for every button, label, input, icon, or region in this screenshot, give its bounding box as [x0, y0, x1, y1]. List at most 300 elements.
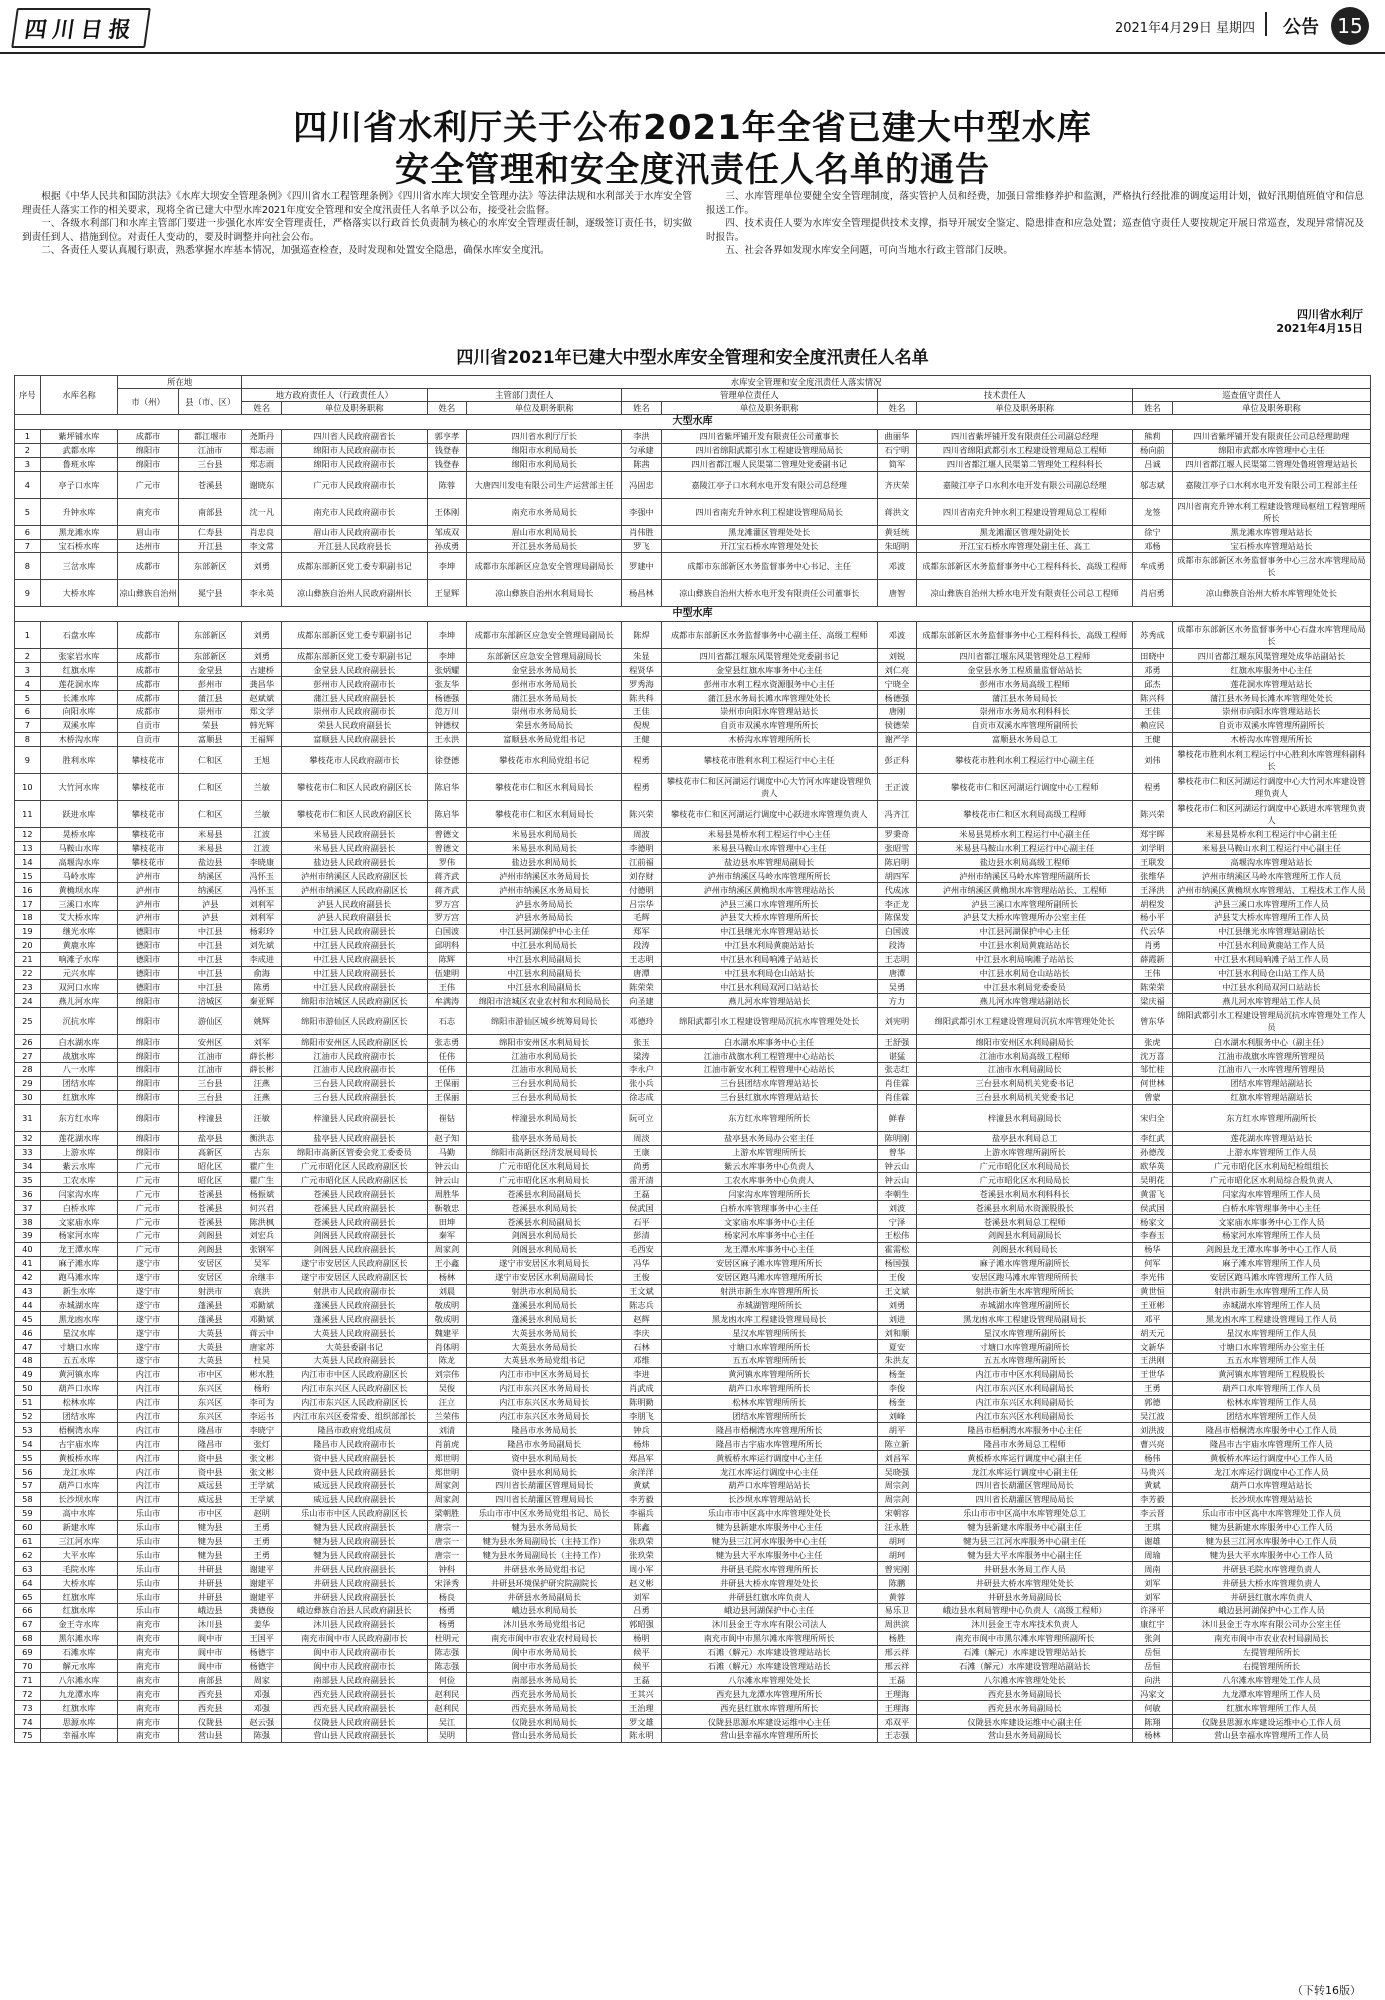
table-cell: 谢建平 — [242, 1576, 282, 1590]
table-cell: 江油市新安水利工程管理中心站站长 — [661, 1063, 877, 1077]
table-cell: 中江县水利局黄鹿站站长 — [917, 938, 1133, 952]
table-cell: 荣县人民政府副县长 — [282, 718, 427, 732]
table-row — [15, 1715, 1371, 1729]
table-row — [15, 1326, 1371, 1340]
table-cell: 广元市昭化区人民政府副区长 — [282, 1159, 427, 1173]
table-cell: 龙王潭水库 — [40, 1242, 117, 1256]
table-cell: 泸州市纳溪区马岭水库管理所所长 — [661, 869, 877, 883]
table-cell: 黄鹿水库 — [40, 938, 117, 952]
table-cell: 乐山市 — [118, 1562, 179, 1576]
table-cell: 绵阳市 — [118, 1131, 179, 1145]
table-cell: 赵利民 — [427, 1701, 467, 1715]
table-cell: 15 — [15, 869, 41, 883]
table-cell: 江油市水利局局长 — [467, 1049, 622, 1063]
table-cell: 郑志雨 — [242, 443, 282, 457]
table-cell: 陈明刚 — [877, 1131, 917, 1145]
table-cell: 纳溪区 — [179, 883, 242, 897]
table-cell: 23 — [15, 980, 41, 994]
table-cell: 蒲江县水务局长滩水库管理处处长 — [1172, 691, 1370, 705]
table-cell: 彭正科 — [877, 746, 917, 773]
table-cell: 犍为县人民政府副县长 — [282, 1548, 427, 1562]
table-cell: 郑宇晖 — [1133, 827, 1173, 841]
table-cell: 71 — [15, 1673, 41, 1687]
table-cell: 米易县人民政府副县长 — [282, 827, 427, 841]
table-cell: 乐山市 — [118, 1590, 179, 1604]
table-cell: 杨家文 — [1133, 1215, 1173, 1229]
table-cell: 大英县 — [179, 1326, 242, 1340]
table-cell: 米易县晃桥水利工程运行中心副主任 — [1172, 827, 1370, 841]
table-row — [15, 994, 1371, 1008]
table-cell: 团结水库管理所所长 — [661, 1409, 877, 1423]
table-cell: 广元市 — [118, 471, 179, 498]
table-cell: 方力 — [877, 994, 917, 1008]
table-cell: 郑文学 — [242, 705, 282, 719]
table-cell: 成都市 — [118, 663, 179, 677]
table-cell: 韩光辉 — [242, 718, 282, 732]
table-cell: 陈志强 — [427, 1645, 467, 1659]
table-cell: 徐志成 — [622, 1090, 662, 1104]
table-cell: 眉山市 — [118, 525, 179, 539]
table-cell: 遂宁市 — [118, 1270, 179, 1284]
table-row — [15, 869, 1371, 883]
table-row — [15, 1008, 1371, 1035]
table-cell: 泸州市纳溪区水务局局长 — [467, 869, 622, 883]
table-cell: 崇州市 — [179, 705, 242, 719]
table-cell: 遂宁市 — [118, 1353, 179, 1367]
table-cell: 邓勇 — [1133, 663, 1173, 677]
table-row — [15, 443, 1371, 457]
table-cell: 杜昊 — [242, 1353, 282, 1367]
table-cell: 资中县水利局局长 — [467, 1451, 622, 1465]
table-cell: 犍为县大平水库服务中心主任 — [661, 1548, 877, 1562]
table-cell: 中江县水利局副局长 — [467, 980, 622, 994]
table-cell: 乐山市 — [118, 1506, 179, 1520]
table-cell: 麻子滩水库管理所副所长 — [917, 1256, 1133, 1270]
table-cell: 内江市 — [118, 1465, 179, 1479]
table-cell: 大桥水库 — [40, 580, 117, 607]
table-row — [15, 1451, 1371, 1465]
table-cell: 沈万喜 — [1133, 1049, 1173, 1063]
table-cell: 苍溪县人民政府副县长 — [282, 1187, 427, 1201]
table-cell: 东部新区 — [179, 553, 242, 580]
table-cell: 黄世恒 — [1133, 1284, 1173, 1298]
table-cell: 彭州市水务局高级工程师 — [917, 677, 1133, 691]
table-cell: 王松伟 — [877, 1228, 917, 1242]
table-cell: 大英县 — [179, 1353, 242, 1367]
table-cell: 何兴君 — [242, 1201, 282, 1215]
table-cell: 寸塘口水库管理所副所长 — [917, 1340, 1133, 1354]
table-cell: 五五水库管理所副所长 — [917, 1353, 1133, 1367]
table-cell: 大英县水务局局长 — [467, 1326, 622, 1340]
notice-paragraph: 根据《中华人民共和国防洪法》《水库大坝安全管理条例》《四川省水工程管理条例》《四川省水库大坝安全管理办法》等法律法规和水利部关于水库安全管理责任人落实工作的相关要求，现将全省已建大中型水库2021年度安全管理和安全度汛责任人名单予以公布，接受社会监督。 — [22, 191, 692, 216]
table-cell: 黄雷飞 — [1133, 1187, 1173, 1201]
table-cell: 隆昌市古宇庙水库管理所所长 — [661, 1437, 877, 1451]
table-cell: 中江县水利局响滩子站站长 — [917, 952, 1133, 966]
table-cell: 邓双平 — [877, 1715, 917, 1729]
table-cell: 邓波 — [877, 622, 917, 649]
table-row — [15, 1465, 1371, 1479]
table-row — [15, 1381, 1371, 1395]
table-cell: 广元市人民政府副市长 — [282, 471, 427, 498]
table-cell: 米易县马鞍山水利工程运行中心副主任 — [1172, 841, 1370, 855]
table-cell: 南充市水务局局长 — [467, 498, 622, 525]
table-cell: 五五水库管理所工作人员 — [1172, 1353, 1370, 1367]
table-cell: 钟兵 — [622, 1423, 662, 1437]
table-row — [15, 1270, 1371, 1284]
table-cell: 四川省紫坪铺开发有限责任公司总经理助理 — [1172, 430, 1370, 444]
table-cell: 秦军 — [427, 1228, 467, 1242]
table-cell: 75 — [15, 1729, 41, 1743]
table-cell: 齐庆荣 — [877, 471, 917, 498]
table-cell: 仪陇县 — [179, 1715, 242, 1729]
table-cell: 眉山市水利局局长 — [467, 525, 622, 539]
table-cell: 中江县 — [179, 924, 242, 938]
table-cell: 三台县 — [179, 457, 242, 471]
table-cell: 黄桷坝水库 — [40, 883, 117, 897]
table-cell: 57 — [15, 1478, 41, 1492]
table-cell: 井研县 — [179, 1576, 242, 1590]
table-cell: 陈共科 — [622, 691, 662, 705]
col-tech: 技术责任人 — [877, 389, 1132, 402]
table-cell: 文新华 — [1133, 1340, 1173, 1354]
table-cell: 内江市 — [118, 1437, 179, 1451]
table-cell: 泸县艾大桥水库管理所工作人员 — [1172, 911, 1370, 925]
table-cell: 跃进水库 — [40, 800, 117, 827]
table-cell: 江油市人民政府副市长 — [282, 1063, 427, 1077]
table-cell: 遂宁市安居区人民政府副区长 — [282, 1256, 427, 1270]
table-cell: 麻子滩水库 — [40, 1256, 117, 1270]
table-cell: 隆昌市 — [179, 1437, 242, 1451]
table-cell: 郑志雨 — [242, 457, 282, 471]
table-cell: 吕宗华 — [622, 897, 662, 911]
table-cell: 南充市 — [118, 1673, 179, 1687]
table-row — [15, 1228, 1371, 1242]
table-cell: 罗飞 — [622, 539, 662, 553]
table-cell: 乐山市市中区高中水库管理处总工 — [917, 1506, 1133, 1520]
table-cell: 彭州市 — [179, 677, 242, 691]
table-cell: 攀枝花市仁和区河湖运行调度中心跃进水库管理负责人 — [661, 800, 877, 827]
table-cell: 眉山市人民政府副市长 — [282, 525, 427, 539]
table-cell: 幸福水库 — [40, 1729, 117, 1743]
table-cell: 王伟 — [427, 980, 467, 994]
table-cell: 东方红水库管理所副所长 — [1172, 1104, 1370, 1131]
table-cell: 麻子滩水库管理所工作人员 — [1172, 1256, 1370, 1270]
table-cell: 王康 — [622, 1145, 662, 1159]
table-cell: 井研县大桥水库管理负责人 — [1172, 1576, 1370, 1590]
table-cell: 右提管理所所长 — [1172, 1659, 1370, 1673]
col-person: 姓名 — [622, 402, 662, 415]
table-cell: 昭化区 — [179, 1173, 242, 1187]
table-cell: 尧斯丹 — [242, 430, 282, 444]
table-cell: 张维华 — [1133, 869, 1173, 883]
table-cell: 上游水库 — [40, 1145, 117, 1159]
table-cell: 王体刚 — [427, 498, 467, 525]
table-cell: 中江县人民政府副县长 — [282, 966, 427, 980]
table-cell: 蒋齐武 — [427, 869, 467, 883]
table-cell: 绵阳市 — [118, 1035, 179, 1049]
table-cell: 罗秀海 — [622, 677, 662, 691]
table-cell: 宝石桥水库管理站站长 — [1172, 539, 1370, 553]
table-cell: 资中县 — [179, 1465, 242, 1479]
table-cell: 剑阁县水利局局长 — [917, 1242, 1133, 1256]
table-cell: 梧桐湾水库 — [40, 1423, 117, 1437]
table-cell: 徐宁 — [1133, 525, 1173, 539]
table-cell: 田坤 — [427, 1215, 467, 1229]
notice-paragraph: 二、各责任人要认真履行职责，熟悉掌握水库基本情况，加强巡查检查，及时发现和处置安全隐患，确保水库安全度汛。 — [41, 245, 550, 256]
table-cell: 绵阳市高新区管委会党工委委员 — [282, 1145, 427, 1159]
table-cell: 东方红水库管理所所长 — [661, 1104, 877, 1131]
table-cell: 杨华 — [1133, 1242, 1173, 1256]
table-section-band — [15, 415, 1371, 430]
table-cell: 上游水库管理所所长 — [661, 1145, 877, 1159]
table-cell: 木桥沟水库管理所所长 — [1172, 732, 1370, 746]
table-cell: 曾蒙 — [1133, 1090, 1173, 1104]
table-cell: 郭昭强 — [622, 1617, 662, 1631]
table-cell: 11 — [15, 800, 41, 827]
table-cell: 剑阁县水利局局长 — [467, 1228, 622, 1242]
table-cell: 西充县 — [179, 1701, 242, 1715]
table-cell: 葫芦口水库管理站站长 — [1172, 1478, 1370, 1492]
table-cell: 犍为县 — [179, 1548, 242, 1562]
table-cell: 犍为县三江河水库服务中心副主任 — [917, 1534, 1133, 1548]
table-cell: 姚辉 — [242, 1008, 282, 1035]
table-cell: 岳恒 — [1133, 1645, 1173, 1659]
table-cell: 南充市 — [118, 1617, 179, 1631]
table-cell: 营山县 — [179, 1729, 242, 1743]
table-cell: 梓潼县人民政府副县长 — [282, 1104, 427, 1131]
table-cell: 梁朝胜 — [427, 1506, 467, 1520]
table-row — [15, 539, 1371, 553]
table-cell: 邢云祥 — [877, 1659, 917, 1673]
table-cell: 白桥水库管理事务中心主任 — [1172, 1201, 1370, 1215]
table-row — [15, 1548, 1371, 1562]
table-cell: 肖伟胜 — [622, 525, 662, 539]
table-cell: 泸州市纳溪区马岭水库管理所副所长 — [917, 869, 1133, 883]
table-cell: 冯怀玉 — [242, 883, 282, 897]
col-unit: 单位及职务职称 — [917, 402, 1133, 415]
table-cell: 王亚彬 — [1133, 1298, 1173, 1312]
table-cell: 自贡市双溪水库管理所副所长 — [1172, 718, 1370, 732]
table-cell: 四川省都江堰东风渠管理处党委副书记 — [661, 649, 877, 663]
notice-body-left — [22, 190, 692, 258]
table-cell: 汪敏 — [242, 1104, 282, 1131]
table-cell: 赵子知 — [427, 1131, 467, 1145]
table-cell: 21 — [15, 952, 41, 966]
table-cell: 仪陇县人民政府副县长 — [282, 1715, 427, 1729]
table-cell: 程勇 — [622, 773, 662, 800]
table-row — [15, 966, 1371, 980]
table-cell: 黑龙凼水库工程建设管理局局长 — [661, 1312, 877, 1326]
table-cell: 赤城湖水库 — [40, 1298, 117, 1312]
table-cell: 中江县水利局党委委员 — [917, 980, 1133, 994]
table-cell: 江油市水利局局长 — [467, 1063, 622, 1077]
table-row — [15, 1187, 1371, 1201]
table-cell: 蒲江县水务局长滩水库管理处处长 — [661, 691, 877, 705]
table-cell: 邱杰 — [1133, 677, 1173, 691]
table-cell: 紫云水库事务中心负责人 — [661, 1159, 877, 1173]
table-cell: 安居区跑马滩水库管理所工作人员 — [1172, 1270, 1370, 1284]
table-cell: 孙德茂 — [1133, 1145, 1173, 1159]
table-cell: 射洪市水利局局长 — [467, 1284, 622, 1298]
table-cell: 白桥水库 — [40, 1201, 117, 1215]
table-row — [15, 773, 1371, 800]
table-cell: 陈志兵 — [622, 1298, 662, 1312]
table-cell: 米易县晃桥水利工程运行中心副主任 — [917, 827, 1133, 841]
table-cell: 杨明 — [622, 1631, 662, 1645]
col-unit: 单位及职务职称 — [1172, 402, 1370, 415]
table-cell: 中江县水利局副局长 — [467, 952, 622, 966]
signature: 四川省水利厅 — [1297, 308, 1363, 321]
table-cell: 隆昌市人民政府副市长 — [282, 1437, 427, 1451]
table-cell: 葫芦口水库 — [40, 1478, 117, 1492]
table-cell: 富顺县 — [179, 732, 242, 746]
table-cell: 泸州市纳溪区人民政府副区长 — [282, 883, 427, 897]
table-cell: 成都东部新区水务监督事务中心工程科科长、高级工程师 — [917, 622, 1133, 649]
table-cell: 刘宗伟 — [427, 1367, 467, 1381]
table-cell: 成都东部新区党工委专职副书记 — [282, 622, 427, 649]
table-cell: 剑阁县 — [179, 1242, 242, 1256]
table-cell: 杜明元 — [427, 1631, 467, 1645]
table-cell: 米易县 — [179, 827, 242, 841]
table-cell: 刘先斌 — [242, 938, 282, 952]
table-cell: 昭化区 — [179, 1159, 242, 1173]
table-cell: 井研县水务局工作人员 — [917, 1562, 1133, 1576]
table-cell: 达州市 — [118, 539, 179, 553]
table-cell: 钱登春 — [427, 457, 467, 471]
table-cell: 李芳毅 — [622, 1492, 662, 1506]
table-cell: 寸塘口水库 — [40, 1340, 117, 1354]
table-cell: 内江市 — [118, 1492, 179, 1506]
table-cell: 杨奎 — [877, 1367, 917, 1381]
table-cell: 阆中市人民政府副市长 — [282, 1659, 427, 1673]
table-cell: 文家庙水库事务中心主任 — [661, 1215, 877, 1229]
table-cell: 峨边县水利局管理中心负责人（高级工程师） — [917, 1604, 1133, 1618]
table-cell: 陈翔 — [1133, 1715, 1173, 1729]
notice-title-line2: 安全管理和安全度汛责任人名单的通告 — [395, 150, 990, 190]
table-cell: 赖应民 — [1133, 718, 1173, 732]
table-cell: 安居区 — [179, 1256, 242, 1270]
table-cell: 凉山彝族自治州大桥水库管理处处长 — [1172, 580, 1370, 607]
table-cell: 隆昌市古宇庙水库管理所工作人员 — [1172, 1437, 1370, 1451]
table-cell: 6 — [15, 525, 41, 539]
table-cell: 剑阁县龙王潭水库事务中心工作人员 — [1172, 1242, 1370, 1256]
table-row — [15, 1353, 1371, 1367]
table-cell: 刘军 — [1133, 1590, 1173, 1604]
table-cell: 盐边县水利局高级工程师 — [917, 855, 1133, 869]
table-cell: 寸塘口水库管理所办公室主任 — [1172, 1340, 1370, 1354]
table-cell: 左提管理所所长 — [1172, 1645, 1370, 1659]
table-cell: 石滩水库 — [40, 1645, 117, 1659]
table-row — [15, 855, 1371, 869]
table-cell: 嘉陵江亭子口水利水电开发有限公司总经理 — [661, 471, 877, 498]
col-county: 县（市、区） — [179, 389, 242, 415]
table-cell: 岳恒 — [1133, 1659, 1173, 1673]
table-cell: 八尔滩水库管理处处长 — [917, 1673, 1133, 1687]
table-cell: 蒋齐武 — [427, 883, 467, 897]
table-cell: 四川省南充升钟水利工程建设管理局总工程师 — [917, 498, 1133, 525]
table-cell: 杨昌林 — [622, 580, 662, 607]
table-cell: 沐川县金王寺水库有限公司法人 — [661, 1617, 877, 1631]
table-cell: 大桥水库 — [40, 1576, 117, 1590]
table-cell: 绵阳市游仙区城乡统筹局局长 — [467, 1008, 622, 1035]
table-cell: 周家剑 — [427, 1492, 467, 1506]
table-cell: 蓬溪县人民政府副县长 — [282, 1312, 427, 1326]
table-cell: 井研县毛院水库管理负责人 — [1172, 1562, 1370, 1576]
table-cell: 东部新区 — [179, 649, 242, 663]
table-cell: 内江市 — [118, 1409, 179, 1423]
table-cell: 崔钻 — [427, 1104, 467, 1131]
table-cell: 营山县水务局副局长 — [917, 1729, 1133, 1743]
table-cell: 内江市 — [118, 1367, 179, 1381]
table-cell: 简军 — [877, 457, 917, 471]
table-cell: 井研县环境保护研究院副院长 — [467, 1576, 622, 1590]
table-row — [15, 1645, 1371, 1659]
table-cell: 绵阳市 — [118, 1090, 179, 1104]
table-cell: 乐山市 — [118, 1604, 179, 1618]
table-cell: 李洪 — [622, 430, 662, 444]
table-section-band — [15, 607, 1371, 622]
table-cell: 闫家沟水库 — [40, 1187, 117, 1201]
table-cell: 剑阁县水利局副局长 — [917, 1228, 1133, 1242]
table-cell: 都江堰市 — [179, 430, 242, 444]
table-cell: 绵阳市 — [118, 1104, 179, 1131]
section-label: 中型水库 — [15, 607, 1371, 622]
table-cell: 张玉 — [622, 1035, 662, 1049]
table-row — [15, 883, 1371, 897]
table-cell: 李晓宁 — [242, 1423, 282, 1437]
table-cell: 阆中市 — [179, 1645, 242, 1659]
table-cell: 敬成明 — [427, 1298, 467, 1312]
table-cell: 梁涛 — [622, 1049, 662, 1063]
table-cell: 大英县水务局局长 — [467, 1340, 622, 1354]
table-cell: 盐边县水库管理局副局长 — [661, 855, 877, 869]
table-cell: 八尔滩水库管理处处长 — [661, 1673, 877, 1687]
table-cell: 罗文雄 — [622, 1715, 662, 1729]
table-cell: 张昭雪 — [877, 841, 917, 855]
table-cell: 莲花洞水库管理站站长 — [1172, 677, 1370, 691]
table-cell: 阆中市 — [179, 1631, 242, 1645]
table-cell: 崇州市水务局局长 — [467, 705, 622, 719]
table-cell: 49 — [15, 1367, 41, 1381]
table-row — [15, 1395, 1371, 1409]
table-cell: 刘和顺 — [877, 1326, 917, 1340]
table-row — [15, 911, 1371, 925]
table-cell: 长沙坝水库管理站站长 — [1172, 1492, 1370, 1506]
table-cell: 13 — [15, 841, 41, 855]
table-cell: 仁和区 — [179, 800, 242, 827]
table-cell: 72 — [15, 1687, 41, 1701]
table-row — [15, 691, 1371, 705]
table-cell: 33 — [15, 1145, 41, 1159]
table-cell: 东兴区 — [179, 1395, 242, 1409]
table-cell: 袁洪 — [242, 1284, 282, 1298]
table-cell: 彬水胜 — [242, 1367, 282, 1381]
table-cell: 李德明 — [622, 841, 662, 855]
table-cell: 邹忙桂 — [1133, 1063, 1173, 1077]
table-cell: 吴晓强 — [877, 1465, 917, 1479]
table-cell: 古东 — [242, 1145, 282, 1159]
table-cell: 红旗水库 — [40, 663, 117, 677]
table-cell: 紫坪铺水库 — [40, 430, 117, 444]
table-cell: 安州区 — [179, 1035, 242, 1049]
table-cell: 31 — [15, 1104, 41, 1131]
table-cell: 安居区跑马滩水库管理所所长 — [661, 1270, 877, 1284]
table-cell: 陈蓉 — [427, 471, 467, 498]
table-cell: 泸州市 — [118, 911, 179, 925]
table-cell: 德阳市 — [118, 938, 179, 952]
table-cell: 高堰沟水库管理站站长 — [1172, 855, 1370, 869]
table-cell: 王磊 — [877, 1673, 917, 1687]
